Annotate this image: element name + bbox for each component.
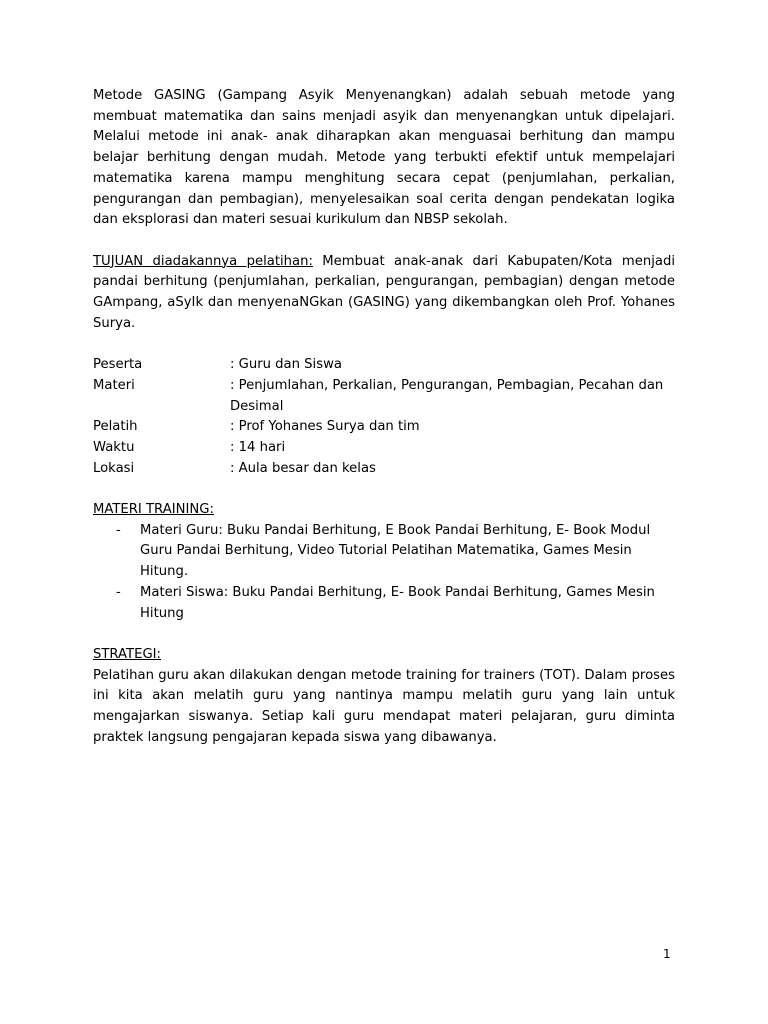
strategi-heading-text: STRATEGI: [93,646,161,662]
page-number: 1 [663,947,671,961]
intro-paragraph [93,86,675,231]
info-row-materi [93,376,675,417]
info-label: Peserta [93,357,143,373]
info-row-waktu [93,438,675,459]
bullet-dash: - [116,522,121,538]
materi-training-heading-text: MATERI TRAINING: [93,502,214,518]
spacer [93,479,675,500]
info-row-lokasi [93,459,675,480]
document-page [93,86,675,748]
intro-body: adalah sebuah metode yang membuat matematika dan sains menjadi asyik dan menyenangkan untuk dipelajari. Melalui metode ini anak- anak diharapkan akan menguasai berhitung dan mampu belajar berhitung dengan mudah. Metode yang terbukti efektif untuk mempelajari matematika karena mampu menghitung secara cepat (penjumlahan, perkalian, pengurangan dan pembagian), menyelesaikan soal cerita dengan pendekatan logika dan eksplorasi dan materi sesuai kurikulum dan NBSP sekolah. [93,88,676,228]
spacer [93,334,675,355]
info-label: Waktu [93,439,135,455]
materi-training-list [93,521,675,625]
spacer [93,231,675,252]
info-row-pelatih [93,417,675,438]
info-label: Materi [93,377,135,393]
materi-training-heading [93,500,675,521]
intro-lead: Metode GASING (Gampang Asyik Menyenangkan) [93,88,452,103]
spacer [93,624,675,645]
bullet-dash: - [116,584,121,600]
info-value: : Prof Yohanes Surya dan tim [230,419,420,435]
tujuan-body: Membuat anak-anak dari Kabupaten/Kota menjadi pandai berhitung (penjumlahan, perkalian, pengurangan, pembagian) dengan metode GAmpang, aSyIk dan menyenaNGkan (GASING) yang dikembangkan oleh Prof. Yohanes Surya. [93,253,676,331]
info-value: : 14 hari [230,439,286,455]
info-label: Lokasi [93,460,135,476]
info-value: : Penjumlahan, Perkalian, Pengurangan, Pembagian, Pecahan dan Desimal [230,377,664,414]
list-item [93,521,675,583]
info-table [93,355,675,479]
info-value: : Guru dan Siswa [230,357,342,373]
info-label: Pelatih [93,419,138,435]
tujuan-heading: TUJUAN diadakannya pelatihan: [93,253,313,269]
strategi-heading [93,645,675,666]
info-row-peserta [93,355,675,376]
list-item-text: Materi Guru: Buku Pandai Berhitung, E Book Pandai Berhitung, E- Book Modul Guru Pandai Berhitung, Video Tutorial Pelatihan Matematika, Games Mesin Hitung. [140,522,651,580]
strategi-paragraph: Pelatihan guru akan dilakukan dengan metode training for trainers (TOT). Dalam proses ini kita akan melatih guru yang nantinya mampu melatih guru yang lain untuk mengajarkan siswanya. Setiap kali guru mendapat materi pelajaran, guru diminta praktek langsung pengajaran kepada siswa yang dibawanya. [93,667,675,745]
list-item [93,583,675,624]
info-value: : Aula besar dan kelas [230,460,376,476]
tujuan-paragraph [93,252,675,335]
list-item-text: Materi Siswa: Buku Pandai Berhitung, E- Book Pandai Berhitung, Games Mesin Hitung [140,584,655,621]
